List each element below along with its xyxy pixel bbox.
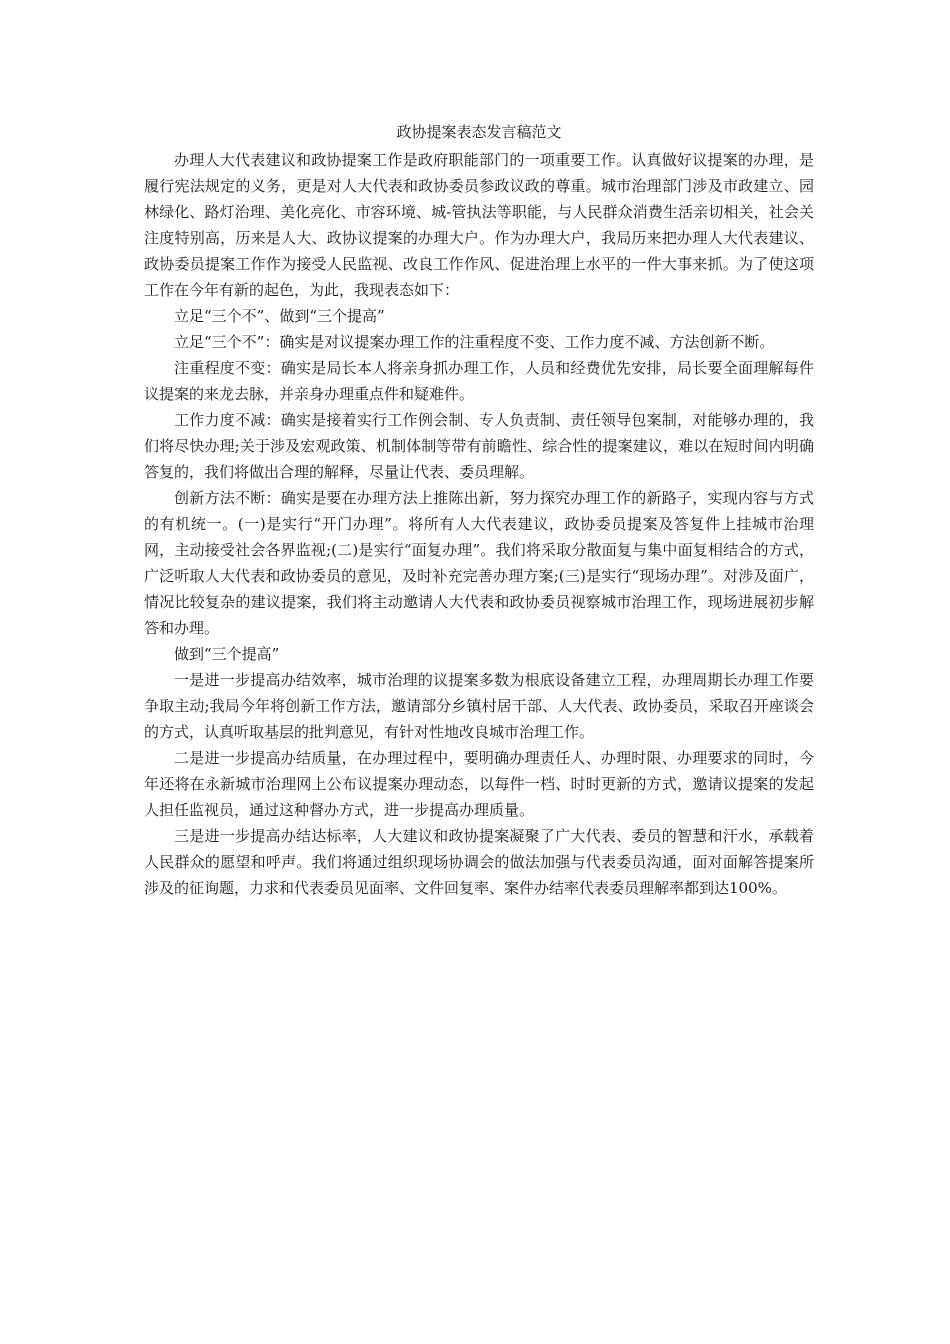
paragraph-effort-undiminished: 工作力度不减：确实是接着实行工作例会制、专人负责制、责任领导包案制，对能够办理的，我们将尽快办理;关于涉及宏观政策、机制体制等带有前瞻性、综合性的提案建议，难以在短时间内明确答复的，我们将做出合理的解释，尽量让代表、委员理解。 bbox=[144, 411, 814, 481]
paragraph-heading-three-improvements: 做到“三个提高” bbox=[174, 645, 280, 663]
document-page bbox=[144, 120, 814, 901]
paragraph-heading-summary: 立足“三个不”、做到“三个提高” bbox=[174, 307, 385, 325]
paragraph-method-innovation: 创新方法不断：确实是要在办理方法上推陈出新，努力探究办理工作的新路子，实现内容与方式的有机统一。(一)是实行“开门办理”。将所有人大代表建议，政协委员提案及答复件上挂城市治理网，主动接受社会各界监视;(二)是实行“面复办理”。我们将采取分散面复与集中面复相结合的方式，广泛听取人大代表和政协委员的意见，及时补充完善办理方案;(三)是实行“现场办理”。对涉及面广，情况比较复杂的建议提案，我们将主动邀请人大代表和政协委员视察城市治理工作，现场进展初步解答和办理。 bbox=[144, 489, 814, 637]
paragraph-three-nots: 立足“三个不”：确实是对议提案办理工作的注重程度不变、工作力度不减、方法创新不断。 bbox=[174, 333, 775, 351]
document-title: 政协提案表态发言稿范文 bbox=[396, 123, 562, 141]
paragraph-improve-quality: 二是进一步提高办结质量，在办理过程中，要明确办理责任人、办理时限、办理要求的同时，今年还将在永新城市治理网上公布议提案办理动态，以每件一档、时时更新的方式，邀请议提案的发起人担任监视员，通过这种督办方式，进一步提高办理质量。 bbox=[144, 749, 814, 819]
paragraph-intro: 办理人大代表建议和政协提案工作是政府职能部门的一项重要工作。认真做好议提案的办理，是履行宪法规定的义务，更是对人大代表和政协委员参政议政的尊重。城市治理部门涉及市政建立、园林绿化、路灯治理、美化亮化、市容环境、城-管执法等职能，与人民群众消费生活亲切相关，社会关注度特别高，历来是人大、政协议提案的办理大户。作为办理大户，我局历来把办理人大代表建议、政协委员提案工作作为接受人民监视、改良工作作风、促进治理上水平的一件大事来抓。为了使这项工作在今年有新的起色，为此，我现表态如下： bbox=[144, 151, 814, 299]
paragraph-improve-efficiency: 一是进一步提高办结效率，城市治理的议提案多数为根底设备建立工程，办理周期长办理工作要争取主动;我局今年将创新工作方法，邀请部分乡镇村居干部、人大代表、政协委员，采取召开座谈会的方式，认真听取基层的批判意见，有针对性地改良城市治理工作。 bbox=[144, 671, 814, 741]
paragraph-improve-compliance: 三是进一步提高办结达标率，人大建议和政协提案凝聚了广大代表、委员的智慧和汗水，承载着人民群众的愿望和呼声。我们将通过组织现场协调会的做法加强与代表委员沟通，面对面解答提案所涉及的征询题，力求和代表委员见面率、文件回复率、案件办结率代表委员理解率都到达100%。 bbox=[144, 827, 814, 897]
paragraph-attention-unchanged: 注重程度不变：确实是局长本人将亲身抓办理工作，人员和经费优先安排，局长要全面理解每件议提案的来龙去脉，并亲身办理重点件和疑难件。 bbox=[144, 359, 814, 403]
